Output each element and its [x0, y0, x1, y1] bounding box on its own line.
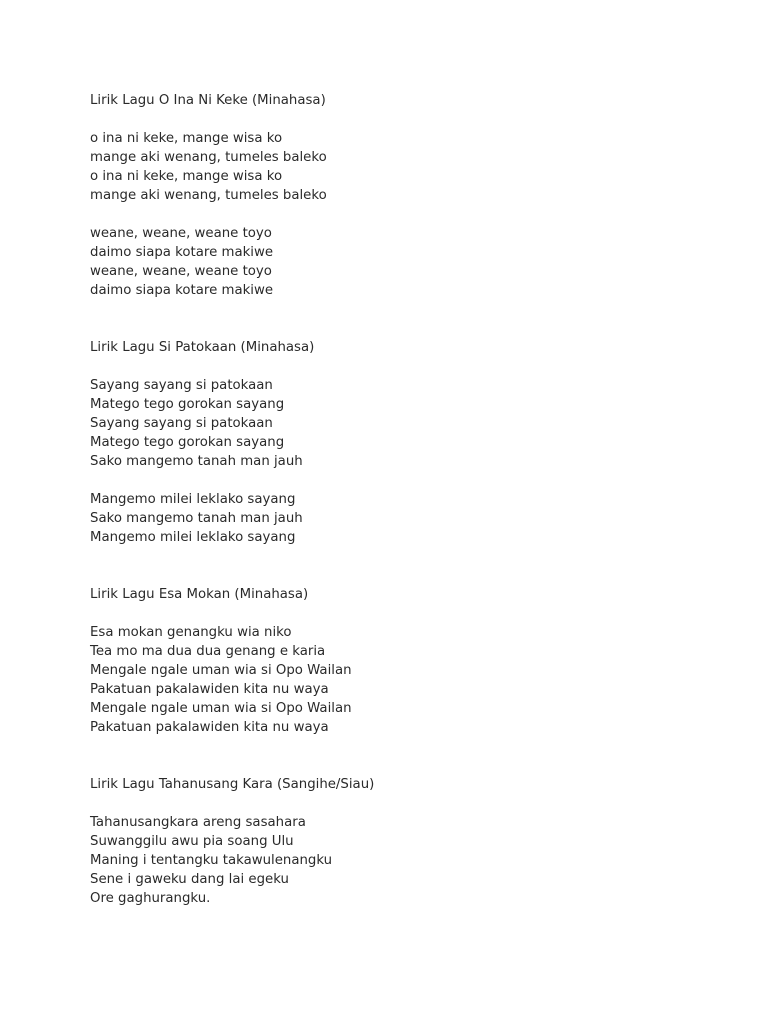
lyric-line: Mangemo milei leklako sayang	[90, 492, 296, 507]
lyric-line: mange aki wenang, tumeles baleko	[90, 150, 327, 165]
song-title: Lirik Lagu Si Patokaan (Minahasa)	[90, 340, 315, 355]
lyric-line: mange aki wenang, tumeles baleko	[90, 188, 327, 203]
lyric-line: Pakatuan pakalawiden kita nu waya	[90, 682, 329, 697]
lyric-line: Matego tego gorokan sayang	[90, 435, 285, 450]
lyric-line: Ore gaghurangku.	[90, 891, 211, 906]
lyric-line: Sene i gaweku dang lai egeku	[90, 872, 289, 887]
lyric-line: Tahanusangkara areng sasahara	[90, 815, 306, 830]
song-title: Lirik Lagu Esa Mokan (Minahasa)	[90, 587, 309, 602]
lyric-line: Mengale ngale uman wia si Opo Wailan	[90, 663, 352, 678]
lyric-line: o ina ni keke, mange wisa ko	[90, 169, 283, 184]
song-title: Lirik Lagu O Ina Ni Keke (Minahasa)	[90, 93, 326, 108]
lyric-line: Sayang sayang si patokaan	[90, 378, 273, 393]
lyric-line: Maning i tentangku takawulenangku	[90, 853, 333, 868]
lyric-line: Sako mangemo tanah man jauh	[90, 454, 303, 469]
lyric-line: Esa mokan genangku wia niko	[90, 625, 292, 640]
lyric-line: Tea mo ma dua dua genang e karia	[90, 644, 326, 659]
song-title: Lirik Lagu Tahanusang Kara (Sangihe/Siau)	[90, 777, 375, 792]
lyric-line: weane, weane, weane toyo	[90, 226, 272, 241]
lyric-line: Pakatuan pakalawiden kita nu waya	[90, 720, 329, 735]
lyric-line: o ina ni keke, mange wisa ko	[90, 131, 283, 146]
lyric-line: Suwanggilu awu pia soang Ulu	[90, 834, 294, 849]
lyric-line: weane, weane, weane toyo	[90, 264, 272, 279]
lyric-line: Mengale ngale uman wia si Opo Wailan	[90, 701, 352, 716]
lyric-line: daimo siapa kotare makiwe	[90, 283, 274, 298]
lyric-line: Mangemo milei leklako sayang	[90, 530, 296, 545]
lyric-line: Sayang sayang si patokaan	[90, 416, 273, 431]
lyric-line: daimo siapa kotare makiwe	[90, 245, 274, 260]
lyric-line: Matego tego gorokan sayang	[90, 397, 285, 412]
lyric-line: Sako mangemo tanah man jauh	[90, 511, 303, 526]
